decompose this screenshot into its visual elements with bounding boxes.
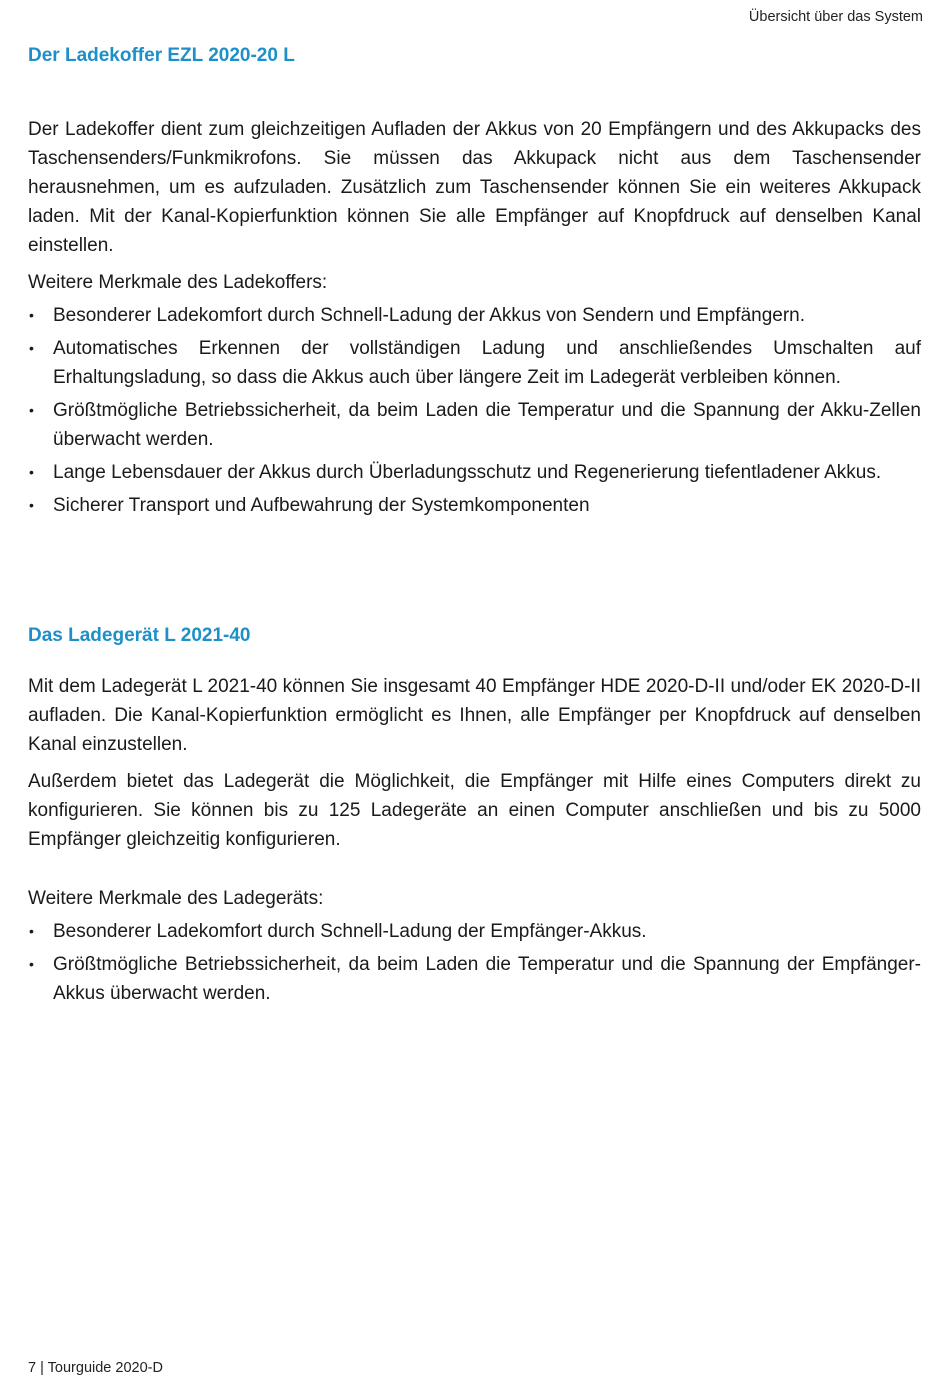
ladegeraet-paragraph-1: Mit dem Ladegerät L 2021-40 können Sie insgesamt 40 Empfänger HDE 2020-D-II und/oder EK 2020-D-II aufladen. Die Kanal-Kopierfunktion ermöglicht es Ihnen, alle Empfänger per Knopfdruck auf denselben Kanal einzustellen.	[28, 676, 921, 755]
list-item-text: Größtmögliche Betriebssicherheit, da beim Laden die Temperatur und die Spannung der Empfänger-Akkus überwacht werden.	[53, 954, 921, 1004]
intro-paragraph: Der Ladekoffer dient zum gleichzeitigen Aufladen der Akkus von 20 Empfängern und des Akkupacks des Taschensenders/Funkmikrofons. Sie müssen das Akkupack nicht aus dem Taschensender herausnehmen, um es aufzuladen. Zusätzlich zum Taschensender können Sie ein weiteres Akkupack laden. Mit der Kanal-Kopierfunktion können Sie alle Empfänger auf Knopfdruck auf denselben Kanal einstellen.	[28, 119, 921, 256]
list-item-text: Sicherer Transport und Aufbewahrung der Systemkomponenten	[53, 495, 590, 516]
list-item	[28, 950, 921, 1008]
bullet-icon: •	[29, 464, 34, 480]
section-title-ladekoffer: Der Ladekoffer EZL 2020-20 L	[28, 45, 295, 66]
list-item	[28, 301, 921, 330]
list-item-text: Größtmögliche Betriebssicherheit, da beim Laden die Temperatur und die Spannung der Akku-Zellen überwacht werden.	[53, 400, 921, 450]
list-item-text: Automatisches Erkennen der vollständigen Ladung und anschließendes Umschalten auf Erhaltungsladung, so dass die Akkus auch über längere Zeit im Ladegerät verbleiben können.	[53, 338, 921, 388]
bullet-icon: •	[29, 923, 34, 939]
list-item-text: Lange Lebensdauer der Akkus durch Überladungsschutz und Regenerierung tiefentladener Akkus.	[53, 462, 882, 483]
feature-list	[28, 301, 921, 520]
features-heading: Weitere Merkmale des Ladekoffers:	[28, 272, 328, 293]
bullet-icon: •	[29, 340, 34, 356]
feature-list	[28, 917, 921, 1008]
list-item	[28, 334, 921, 392]
section-title-ladegeraet: Das Ladegerät L 2021-40	[28, 625, 251, 646]
bullet-icon: •	[29, 497, 34, 513]
list-item	[28, 396, 921, 454]
running-header: Übersicht über das System	[748, 9, 923, 25]
bullet-icon: •	[29, 402, 34, 418]
list-item-text: Besonderer Ladekomfort durch Schnell-Ladung der Empfänger-Akkus.	[53, 921, 647, 942]
section-body-ladekoffer	[28, 115, 921, 520]
list-item	[28, 458, 921, 487]
list-item	[28, 917, 921, 946]
list-item	[28, 491, 921, 520]
page-footer	[28, 1360, 163, 1376]
ladegeraet-paragraph-2: Außerdem bietet das Ladegerät die Möglichkeit, die Empfänger mit Hilfe eines Computers direkt zu konfigurieren. Sie können bis zu 125 Ladegeräte an einen Computer anschließen und bis zu 5000 Empfänger gleichzeitig konfigurieren.	[28, 771, 921, 850]
features-heading: Weitere Merkmale des Ladegeräts:	[28, 888, 324, 909]
document-name: Tourguide 2020-D	[47, 1360, 163, 1376]
bullet-icon: •	[29, 956, 34, 972]
section-body-ladegeraet	[28, 672, 921, 1008]
footer-separator: |	[40, 1360, 44, 1376]
list-item-text: Besonderer Ladekomfort durch Schnell-Ladung der Akkus von Sendern und Empfängern.	[53, 305, 806, 326]
page-number: 7	[28, 1360, 37, 1376]
bullet-icon: •	[29, 307, 34, 323]
